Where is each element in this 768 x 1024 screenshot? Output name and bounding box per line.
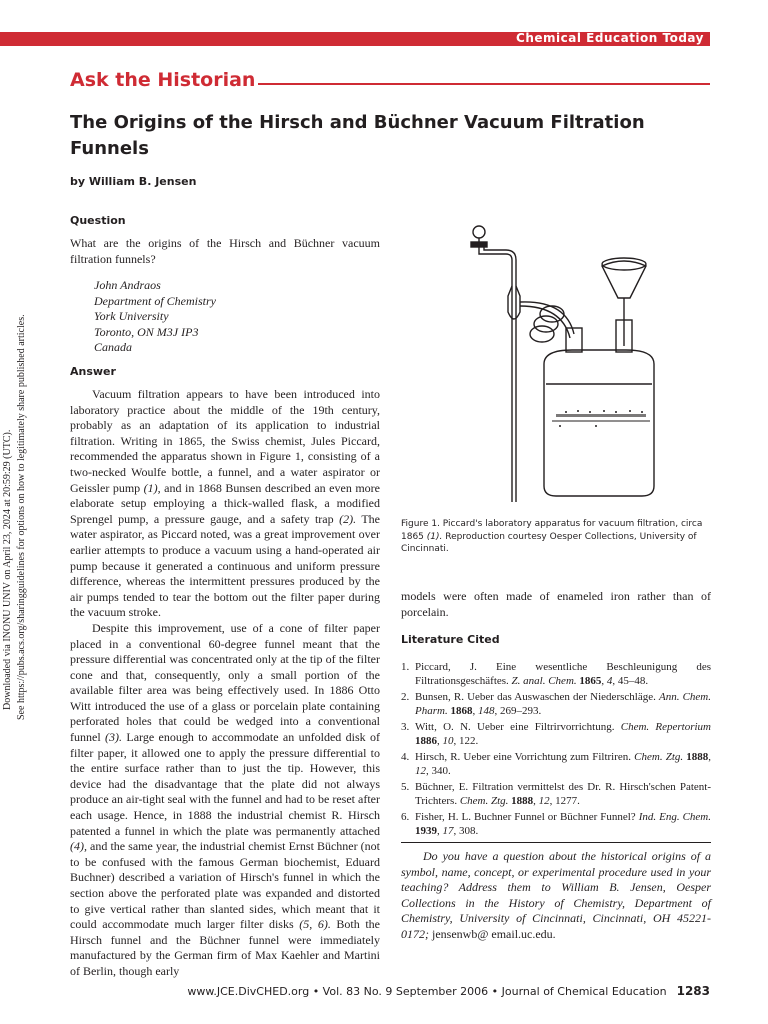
reference-item: 4. Hirsch, R. Ueber eine Vorrichtung zum Filtriren. Chem. Ztg. 1888, 12, 340. [401,751,712,777]
citation-link[interactable]: (3). [105,730,123,745]
reference-text: Hirsch, R. Ueber eine Vorrichtung zum Filtriren. [415,751,635,763]
literature-heading: Literature Cited [401,633,500,646]
reference-pages: , 340. [426,765,451,777]
figure-1-caption [401,518,711,556]
section-title: Ask the Historian [70,69,256,91]
reference-journal: Chem. Ztg. [459,795,509,807]
filtration-apparatus-drawing [456,216,694,508]
download-notice [2,300,32,720]
reference-number: 5. [401,781,410,793]
journal-section-bar [0,32,710,46]
figure-caption-lead: Figure 1. Piccard's laboratory apparatus for vacuum filtration, circa 1865 [401,519,703,542]
reference-year: 1888 [686,751,709,763]
download-notice-line1: Downloaded via INONU UNIV on April 23, 2024 at 20:59:29 (UTC). [2,429,13,710]
asker-department: Department of Chemistry [94,293,216,308]
reference-number: 2. [401,691,410,703]
reference-item: 3. Witt, O. N. Ueber eine Filtrirvorrichtung. Chem. Repertorium 1886, 10, 122. [401,721,712,747]
asker-block [94,278,216,356]
answer-text: Large enough to accommodate an unfolded disk of filter paper, it allowed one to apply the pressure differential to the entire surface rather than to just the tip. However, this device had the disadvantage that the plate did not always produce an air-tight seal with the funnel and had to be reset after each usage. Hence, in 1888 the industrial chemist R. Hirsch patented a funnel in which the plate was permanently attached [70,730,380,838]
answer-text: and the same year, the industrial chemist Ernst Büchner (not to be confused with the famous German biochemist, Eduard Buchner) described a variation of Hirsch's funnel in which the section above the perforated plate was expanded and distorted to give vertical rather than slanted sides, which meant that it could accommodate much larger filter disks [70,839,380,932]
reference-year: 1939 [415,825,437,837]
reference-item: 1. Piccard, J. Eine wesentliche Beschleunigung des Filtrationsgeschäftes. Z. anal. Chem. 1865, 4, 45–48. [401,661,711,687]
reference-list [401,660,711,840]
question-text: What are the origins of the Hirsch and Büchner vacuum filtration funnels? [70,236,380,266]
journal-section-label: Chemical Education Today [516,31,704,45]
answer-paragraph-1 [70,387,380,621]
reference-text: Büchner, E. Filtration vermittelst des Dr. R. Hirsch'schen Patent-Trichters. [415,781,711,807]
reference-item: 2. Bunsen, R. Ueber das Auswaschen der Niederschläge. Ann. Chem. Pharm. 1868, 148, 269–293. [401,691,711,717]
question-heading: Question [70,214,126,227]
reference-number: 1. [401,661,410,673]
answer-body [70,387,380,980]
reference-number: 6. [401,811,410,823]
reference-pages: , 269–293. [494,705,542,717]
reference-text: Witt, O. N. Ueber eine Filtrirvorrichtung. [415,721,621,733]
reference-number: 3. [401,721,410,733]
reference-volume: 12 [538,795,550,807]
download-notice-line2: See https://pubs.acs.org/sharingguidelines for options on how to legitimately share published articles. [16,314,27,720]
byline: by William B. Jensen [70,175,197,188]
answer-continuation: models were often made of enameled iron rather than of porcelain. [401,589,711,619]
reference-journal: Chem. Repertorium [620,721,712,733]
reference-volume: 148 [477,705,495,717]
reference-journal: Chem. Ztg. [634,751,684,763]
citation-link[interactable]: (1), [143,480,161,495]
figure-1-illustration [456,216,694,508]
footer-citation: www.JCE.DivCHED.org • Vol. 83 No. 9 September 2006 • Journal of Chemical Education [187,985,667,998]
answer-text: and in 1868 Bunsen described an even more elaborate setup employing a thick-walled flask, a modified Sprengel pump, a pressure gauge, and a safety trap [70,480,380,526]
reference-journal: Z. anal. Chem. [511,675,577,687]
reference-volume: 12 [415,765,426,777]
answer-heading: Answer [70,365,116,378]
page-footer [0,984,710,998]
asker-name: John Andraos [94,278,161,292]
answer-text: Despite this improvement, use of a cone of filter paper placed in a conventional 60-degree funnel meant that the pressure differential was concentrated only at the tip of the filter cone and that, consequently, only a small portion of the available filter area was being effectively used. In 1886 Otto Witt introduced the use of a glass or porcelain plate containing perforated holes that could be wedged into a conventional funnel [70,620,380,745]
asker-university: York University [94,309,169,324]
reference-year: 1886 [415,735,437,747]
answer-text: Both the Hirsch funnel and the Büchner funnel were immediately manufactured by the German firm of Max Kaehler and Martini of Berlin, though early [70,917,380,978]
answer-text: Vacuum filtration appears to have been introduced into laboratory practice about the middle of the 19th century, probably as an adaptation of its application to industrial filtration. Writing in 1865, the Swiss chemist, Jules Piccard, recommended the apparatus shown in Figure 1, consisting of a two-necked Woulfe bottle, a funnel, and a water aspirator or Geissler pump [70,387,380,495]
figure-caption-tail: Reproduction courtesy Oesper Collections, University of Cincinnati. [401,531,697,554]
contact-email-link[interactable]: jensenwb@ email.uc.edu. [429,926,556,941]
article-title: The Origins of the Hirsch and Büchner Vacuum Filtration Funnels [70,112,645,159]
citation-link[interactable]: (5, 6). [299,917,331,932]
answer-text: The water aspirator, as Piccard noted, was a great improvement over earlier attempts to produce a vacuum using a hand-operated air pump because it generated a continuous and uniform pressure difference, whereas the intermittent pressures produced by the air pumps tended to tear the bottom out the filter paper during the vacuum stroke. [70,511,380,620]
reference-number: 4. [401,751,410,763]
asker-city: Toronto, ON M3J IP3 [94,324,199,339]
reference-year: 1888 [511,795,534,807]
references-divider [401,842,711,843]
asker-country: Canada [94,340,133,355]
citation-link[interactable]: (2). [339,511,357,526]
reference-pages: , 308. [453,825,479,837]
reference-item: 5. Büchner, E. Filtration vermittelst des Dr. R. Hirsch'schen Patent-Trichters. Chem. Ztg. 1888, 12, 1277. [401,781,711,807]
citation-link[interactable]: (4), [70,839,87,854]
reference-volume: 4 [606,675,613,687]
citation-link[interactable]: (1). [426,531,443,542]
call-for-questions [401,849,711,943]
section-rule [258,83,710,85]
reference-year: 1865 [579,675,602,687]
reference-volume: 17 [442,825,454,837]
reference-pages: , 122. [453,735,479,747]
reference-volume: 10 [442,735,454,747]
page-number: 1283 [676,984,710,998]
reference-journal: Ann. Chem. Pharm. [415,691,711,717]
call-for-questions-text: Do you have a question about the historical origins of a symbol, name, concept, or experimental procedure used in your teaching? Address them to William B. Jensen, Oesper Collections in the History of Chemistry, Department of Chemistry, University of Cincinnati, Cincinnati, OH 45221-0172; [401,849,711,941]
reference-year: 1868 [450,705,473,717]
answer-paragraph-2 [70,621,380,980]
reference-pages: , 45–48. [612,675,649,687]
reference-journal: Ind. Eng. Chem. [638,811,711,823]
reference-text: Piccard, J. Eine wesentliche Beschleunigung des Filtrationsgeschäftes. [415,661,711,687]
reference-item: 6. Fisher, H. L. Buchner Funnel or Büchner Funnel? Ind. Eng. Chem. 1939, 17, 308. [401,811,711,837]
reference-pages: , 1277. [549,795,580,807]
reference-text: Bunsen, R. Ueber das Auswaschen der Niederschläge. [415,691,659,703]
reference-text: Fisher, H. L. Buchner Funnel or Büchner Funnel? [415,811,639,823]
